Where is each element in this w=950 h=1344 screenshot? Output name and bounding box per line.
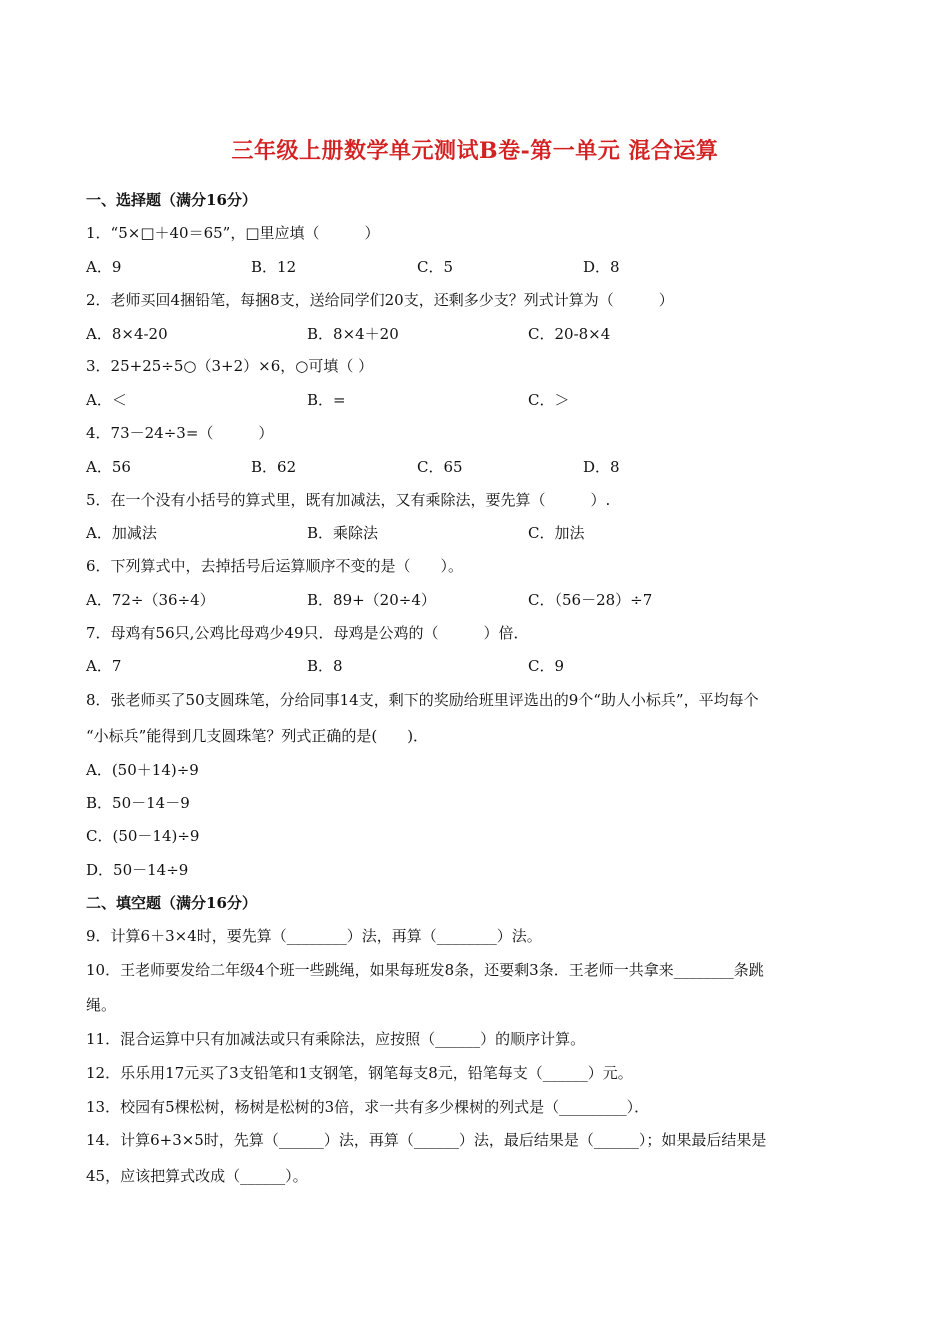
q1-option-a: A．9 (86, 258, 122, 276)
q8-option-b: B．50－14－9 (86, 794, 190, 812)
question-8-line-2: “小标兵”能得到几支圆珠笔？列式正确的是( )． (86, 727, 429, 745)
q8-option-a: A．(50＋14)÷9 (86, 761, 199, 779)
q4-option-b: B．62 (251, 458, 297, 476)
q7-option-c: C．9 (528, 657, 565, 675)
q1-option-d: D．8 (583, 258, 620, 276)
q5-option-a: A．加减法 (86, 524, 157, 542)
question-10-line-1: 10．王老师要发给二年级4个班一些跳绳，如果每班发8条，还要剩3条．王老师一共拿来________条跳 (86, 961, 764, 979)
question-3: 3．25+25÷5○（3+2）×6，○可填（ ） (86, 357, 374, 375)
question-7: 7．母鸡有56只,公鸡比母鸡少49只．母鸡是公鸡的（ ）倍． (86, 624, 529, 642)
q3-option-a: A．＜ (86, 391, 127, 409)
q2-option-b: B．8×4＋20 (307, 325, 399, 343)
section-heading-fill: 二、填空题（满分16分） (86, 894, 257, 912)
q3-option-b: B．= (307, 391, 346, 409)
q6-option-c: C．（56－28）÷7 (528, 591, 653, 609)
question-1: 1．“5×□＋40＝65”，□里应填（ ） (86, 224, 380, 242)
document-title: 三年级上册数学单元测试B卷-第一单元 混合运算 (231, 138, 719, 164)
question-14-line-2: 45，应该把算式改成（______）。 (86, 1167, 308, 1185)
q6-option-b: B．89+（20÷4） (307, 591, 436, 609)
question-14-line-1: 14．计算6+3×5时，先算（______）法，再算（______）法，最后结果是（______）；如果最后结果是 (86, 1131, 767, 1149)
q1-option-b: B．12 (251, 258, 297, 276)
question-5: 5．在一个没有小括号的算式里，既有加减法，又有乘除法，要先算（ ）. (86, 491, 611, 509)
question-10-line-2: 绳。 (86, 996, 117, 1014)
q1-option-c: C．5 (417, 258, 454, 276)
q4-option-a: A．56 (86, 458, 131, 476)
question-13: 13．校园有5棵松树，杨树是松树的3倍，求一共有多少棵树的列式是（_________）． (86, 1098, 650, 1116)
question-8-line-1: 8．张老师买了50支圆珠笔，分给同事14支，剩下的奖励给班里评选出的9个“助人小标兵”，平均每个 (86, 691, 759, 709)
q8-option-d: D．50－14÷9 (86, 861, 189, 879)
question-9: 9．计算6＋3×4时，要先算（________）法，再算（________）法。 (86, 927, 542, 945)
q8-option-c: C．(50－14)÷9 (86, 827, 200, 845)
q5-option-c: C．加法 (528, 524, 585, 542)
q3-option-c: C．＞ (528, 391, 570, 409)
question-2: 2．老师买回4捆铅笔，每捆8支，送给同学们20支，还剩多少支？列式计算为（ ） (86, 291, 674, 309)
q5-option-b: B．乘除法 (307, 524, 379, 542)
q2-option-c: C．20-8×4 (528, 325, 611, 343)
q7-option-b: B．8 (307, 657, 343, 675)
q6-option-a: A．72÷（36÷4） (86, 591, 215, 609)
q4-option-d: D．8 (583, 458, 620, 476)
q2-option-a: A．8×4-20 (86, 325, 168, 343)
question-11: 11．混合运算中只有加减法或只有乘除法，应按照（______）的顺序计算。 (86, 1030, 586, 1048)
question-4: 4．73－24÷3=（ ） (86, 424, 274, 442)
question-12: 12．乐乐用17元买了3支铅笔和1支钢笔，钢笔每支8元，铅笔每支（______）元。 (86, 1064, 633, 1082)
q4-option-c: C．65 (417, 458, 463, 476)
q7-option-a: A．7 (86, 657, 122, 675)
question-6: 6．下列算式中，去掉括号后运算顺序不变的是（ ）。 (86, 557, 464, 575)
section-heading-choice: 一、选择题（满分16分） (86, 191, 257, 209)
